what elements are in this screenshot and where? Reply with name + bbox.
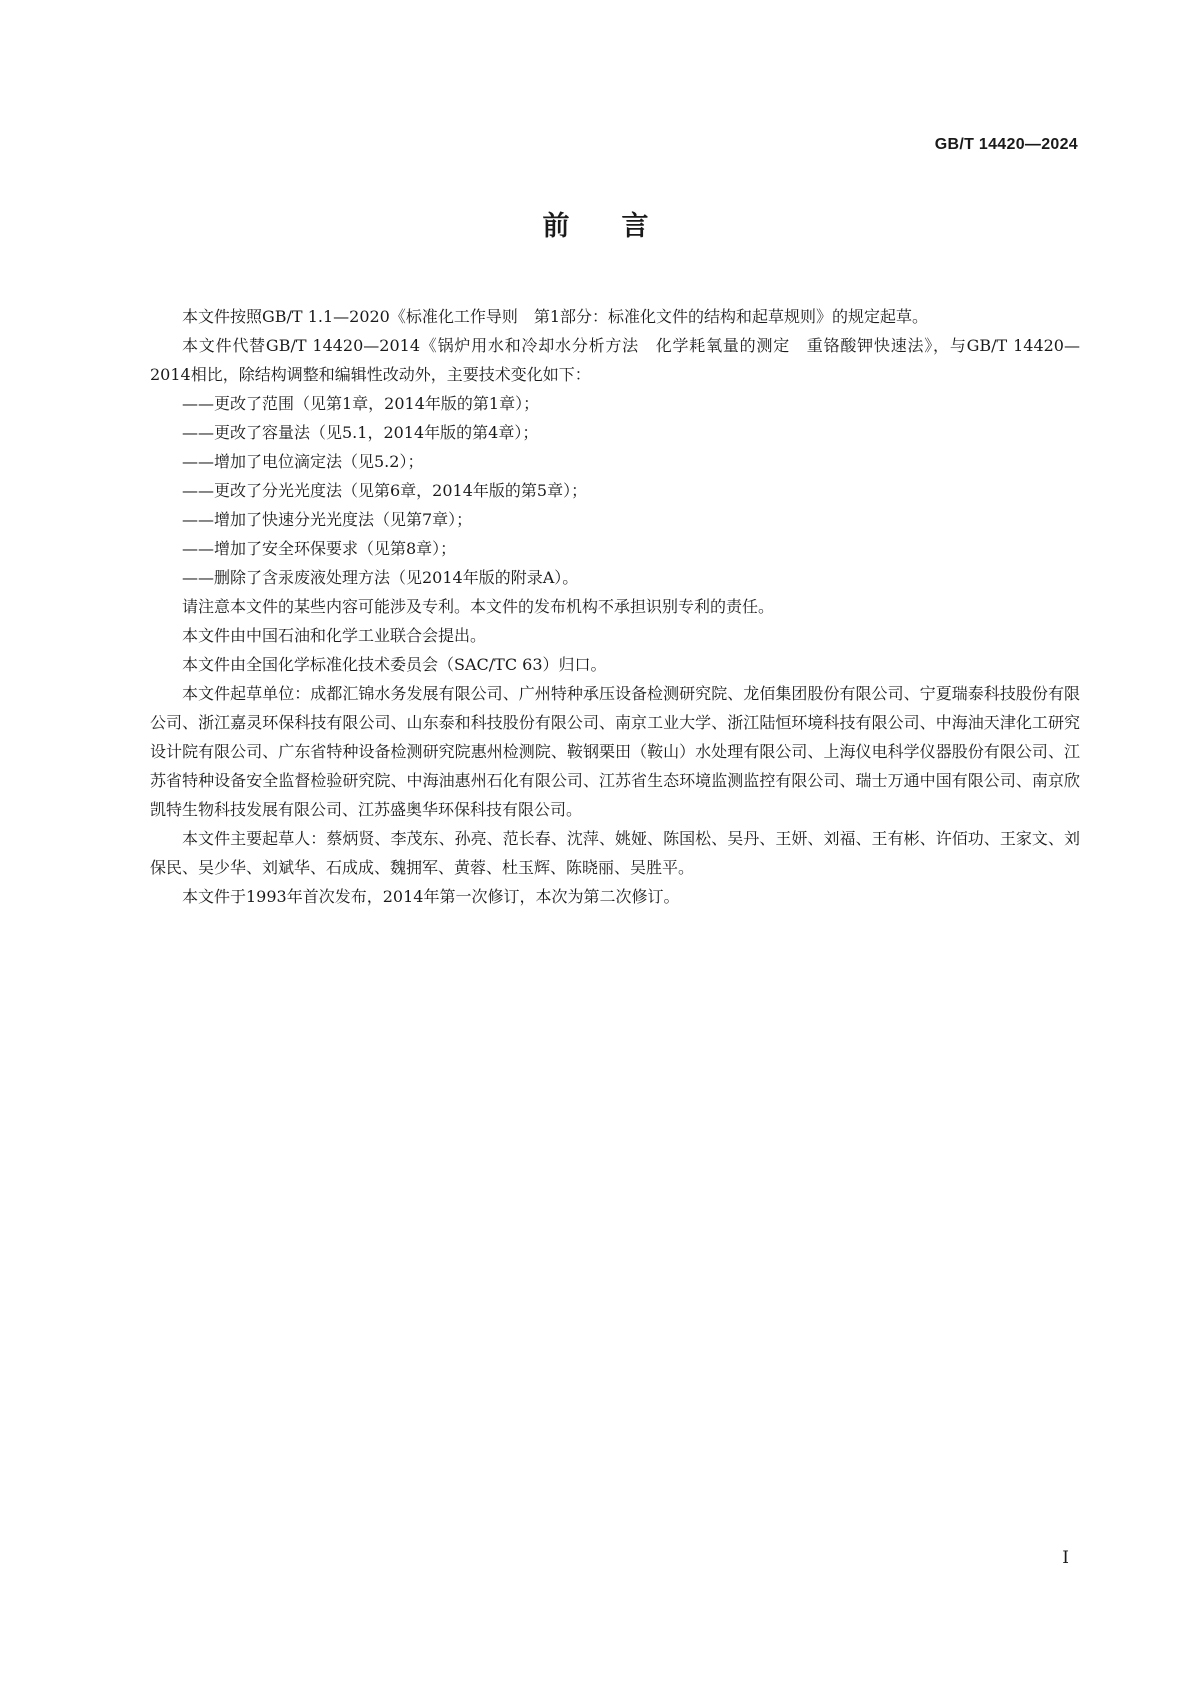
- paragraph-committee: 本文件由全国化学标准化技术委员会（SAC/TC 63）归口。: [182, 655, 607, 674]
- list-item: ——增加了快速分光光度法（见第7章）；: [182, 510, 473, 529]
- list-item: ——更改了范围（见第1章，2014年版的第1章）；: [182, 394, 540, 413]
- list-item: ——增加了电位滴定法（见5.2）；: [182, 452, 424, 471]
- list-item: ——更改了分光光度法（见第6章，2014年版的第5章）；: [182, 481, 588, 500]
- changes-list: [150, 389, 1080, 592]
- paragraph-history: 本文件于1993年首次发布，2014年第一次修订，本次为第二次修订。: [182, 887, 680, 906]
- paragraph-drafting-units: 本文件起草单位：成都汇锦水务发展有限公司、广州特种承压设备检测研究院、龙佰集团股份有限公司、宁夏瑞泰科技股份有限公司、浙江嘉灵环保科技有限公司、山东泰和科技股份有限公司、南京工业大学、浙江陆恒环境科技有限公司、中海油天津化工研究设计院有限公司、广东省特种设备检测研究院惠州检测院、鞍钢栗田（鞍山）水处理有限公司、上海仪电科学仪器股份有限公司、江苏省特种设备安全监督检验研究院、中海油惠州石化有限公司、江苏省生态环境监测监控有限公司、瑞士万通中国有限公司、南京欣凯特生物科技发展有限公司、江苏盛奥华环保科技有限公司。: [150, 684, 1080, 819]
- page-title: 前言: [542, 211, 701, 242]
- document-body: [150, 302, 1080, 911]
- standard-code: GB/T 14420—2024: [934, 136, 1078, 153]
- paragraph-drafters: 本文件主要起草人：蔡炳贤、李茂东、孙亮、范长春、沈萍、姚娅、陈国松、吴丹、王妍、刘福、王有彬、许佰功、王家文、刘保民、吴少华、刘斌华、石成成、魏拥军、黄蓉、杜玉辉、陈晓丽、吴胜平。: [150, 829, 1080, 877]
- paragraph-patent-notice: 请注意本文件的某些内容可能涉及专利。本文件的发布机构不承担识别专利的责任。: [182, 597, 775, 616]
- list-item: ——增加了安全环保要求（见第8章）；: [182, 539, 457, 558]
- paragraph-replacement: 本文件代替GB/T 14420—2014《锅炉用水和冷却水分析方法 化学耗氧量的测定 重铬酸钾快速法》，与GB/T 14420—2014相比，除结构调整和编辑性改动外，主要技术变化如下：: [150, 336, 1080, 384]
- page-number: I: [1062, 1548, 1069, 1568]
- paragraph-drafting-rules: 本文件按照GB/T 1.1—2020《标准化工作导则 第1部分：标准化文件的结构和起草规则》的规定起草。: [182, 307, 929, 326]
- list-item: ——删除了含汞废液处理方法（见2014年版的附录A）。: [182, 568, 579, 587]
- list-item: ——更改了容量法（见5.1，2014年版的第4章）；: [182, 423, 539, 442]
- paragraph-proposer: 本文件由中国石油和化学工业联合会提出。: [182, 626, 487, 645]
